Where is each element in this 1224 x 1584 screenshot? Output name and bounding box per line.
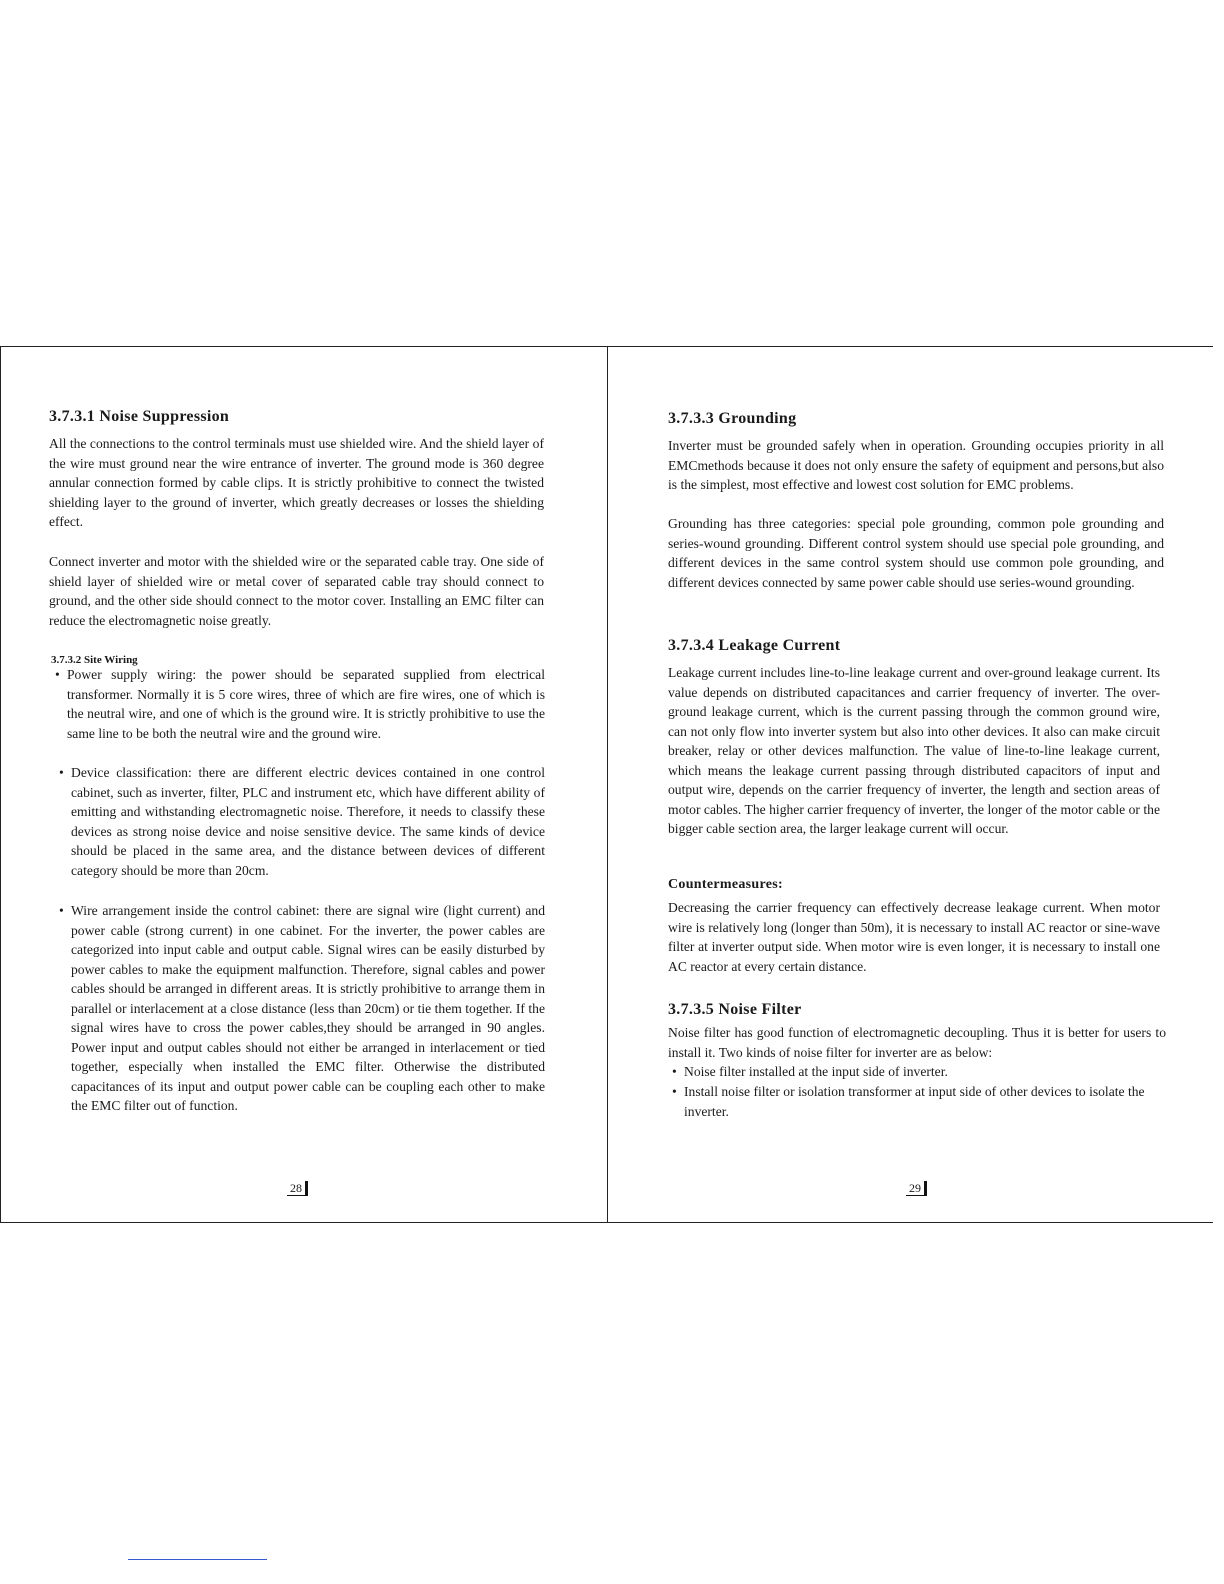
bullet-isolation-transformer bbox=[672, 1082, 1166, 1121]
page-29 bbox=[608, 347, 1213, 1222]
paragraph-grounding-2: Grounding has three categories: special pole grounding, common pole grounding and series-wound grounding. Different control system should use special pole grounding, and different devices in the same control system should use common pole grounding, and different devices connected by same power cable should use series-wound grounding. bbox=[668, 516, 1164, 590]
bullet-text: Wire arrangement inside the control cabinet: there are signal wire (light current) and power cable (strong current) in one cabinet. For the inverter, the power cables are categorized into input cable and output cable. Signal wires can be easily disturbed by power cables to make the equipment malfunction. Therefore, signal cables and power cables should be arranged in different areas. It is strictly prohibitive to arrange them in parallel or interlacement at a close distance (less than 20cm) or tie them together. If the signal wires have to cross the power cables,they should be arranged in 90 angles. Power input and output cables should not either be arranged in interlacement or tied together, especially when installed the EMC filter. Otherwise the distributed capacitances of its input and output power cable can be coupling each other to make the EMC filter out of function. bbox=[71, 903, 545, 1113]
manual-spread bbox=[0, 346, 1213, 1223]
bullet-text: Device classification: there are different electric devices contained in one control cabinet, such as inverter, filter, PLC and instrument etc, which have different ability of emitting and withstanding electromagnetic noise. Therefore, it needs to classify these devices as strong noise device and noise sensitive device. The same kinds of device should be placed in the same area, and the distance between devices of different category should be more than 20cm. bbox=[71, 765, 545, 878]
paragraph-noise-suppression-2: Connect inverter and motor with the shielded wire or the separated cable tray. One side of shield layer of shielded wire or metal cover of separated cable tray should connect to ground, and the other side should connect to the motor cover. Installing an EMC filter can reduce the electromagnetic noise greatly. bbox=[49, 554, 544, 628]
bullet-input-side-filter bbox=[672, 1062, 1166, 1082]
heading-noise-filter: 3.7.3.5 Noise Filter bbox=[668, 1001, 802, 1018]
bullet-marker: • bbox=[59, 765, 64, 780]
bullet-device-classification bbox=[59, 763, 545, 880]
paragraph-grounding-1: Inverter must be grounded safely when in operation. Grounding occupies priority in all EMCmethods because it does not only ensure the safety of equipment and persons,but also is the simplest, most effective and lowest cost solution for EMC problems. bbox=[668, 438, 1164, 492]
footer-underline bbox=[128, 1559, 267, 1560]
heading-leakage-current: 3.7.3.4 Leakage Current bbox=[668, 637, 841, 654]
paragraph-countermeasures: Decreasing the carrier frequency can effectively decrease leakage current. When motor wire is relatively long (longer than 50m), it is necessary to install AC reactor or sine-wave filter at inverter output side. When motor wire is even longer, it is necessary to install one AC reactor at every certain distance. bbox=[668, 900, 1160, 974]
bullet-marker: • bbox=[59, 903, 64, 918]
paragraph-noise-suppression-1: All the connections to the control terminals must use shielded wire. And the shield layer of the wire must ground near the wire entrance of inverter. The ground mode is 360 degree annular connection formed by cable clips. It is strictly prohibitive to connect the twisted shielding layer to the ground of inverter, which greatly decreases or losses the shielding effect. bbox=[49, 436, 544, 529]
bullet-text: Install noise filter or isolation transformer at input side of other devices to isolate the inverter. bbox=[684, 1084, 1145, 1119]
heading-site-wiring: 3.7.3.2 Site Wiring bbox=[51, 654, 138, 666]
paragraph-leakage-current: Leakage current includes line-to-line leakage current and over-ground leakage current. Its value depends on distributed capacitances and carrier frequency of inverter. The over-ground leakage current, which is the current passing through the common ground wire, can not only flow into inverter system but also into other devices. It also can make circuit breaker, relay or other devices malfunction. The value of line-to-line leakage current, which means the leakage current passing through distributed capacitors of input and output wire, depends on the carrier frequency of inverter, the length and section areas of motor cables. The higher carrier frequency of inverter, the longer of the motor cable or the bigger cable section area, the larger leakage current will occur. bbox=[668, 665, 1160, 836]
page-number: 29 bbox=[906, 1181, 927, 1196]
heading-countermeasures: Countermeasures: bbox=[668, 877, 783, 892]
bullet-marker: • bbox=[55, 667, 60, 682]
bullet-marker: • bbox=[672, 1064, 677, 1079]
paragraph-noise-filter: Noise filter has good function of electromagnetic decoupling. Thus it is better for users to install it. Two kinds of noise filter for inverter are as below: bbox=[668, 1025, 1166, 1060]
page-28 bbox=[1, 347, 608, 1222]
bullet-text: Power supply wiring: the power should be separated supplied from electrical transformer. Normally it is 5 core wires, three of which are fire wires, one of which is the neutral wire, and one of which is the ground wire. It is strictly prohibitive to use the same line to be both the neutral wire and the ground wire. bbox=[67, 667, 545, 741]
heading-grounding: 3.7.3.3 Grounding bbox=[668, 410, 797, 427]
heading-noise-suppression: 3.7.3.1 Noise Suppression bbox=[49, 408, 230, 425]
page-number: 28 bbox=[287, 1181, 308, 1196]
bullet-marker: • bbox=[672, 1084, 677, 1099]
bullet-text: Noise filter installed at the input side of inverter. bbox=[684, 1064, 948, 1079]
bullet-power-supply-wiring bbox=[55, 665, 545, 743]
bullet-wire-arrangement bbox=[59, 901, 545, 1116]
